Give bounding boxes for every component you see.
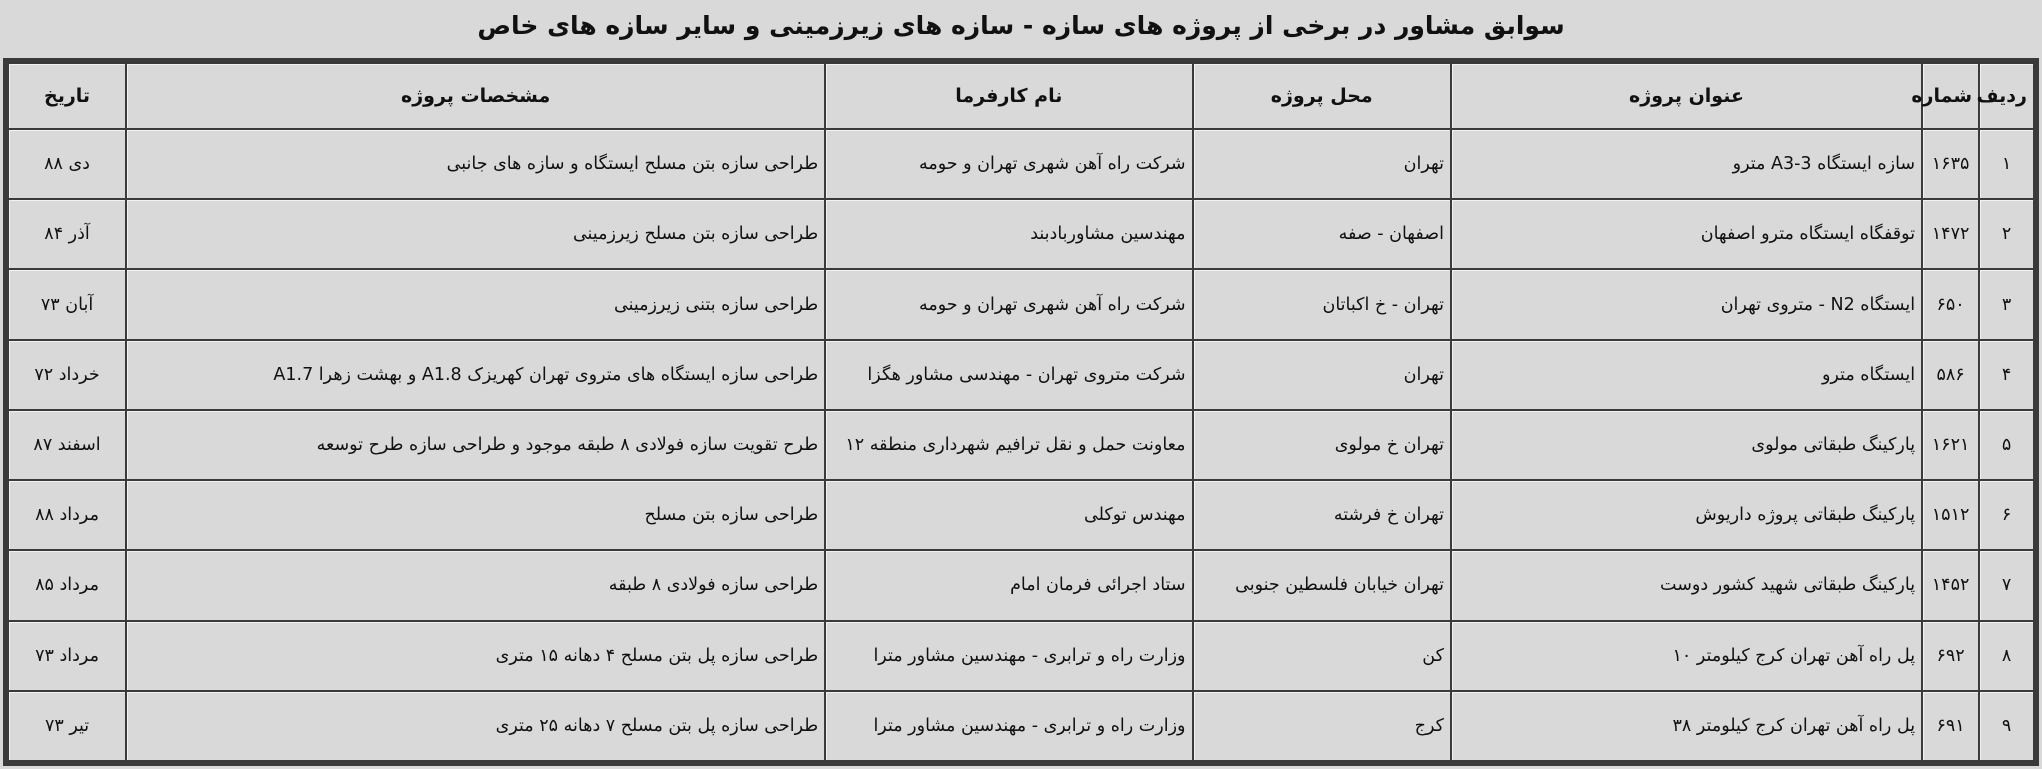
cell-date: آبان ۷۳ xyxy=(8,269,126,339)
cell-specs: طراحی سازه فولادی ۸ طبقه xyxy=(126,550,825,620)
cell-project-title: سازه ایستگاه A3-3 مترو xyxy=(1451,129,1922,199)
cell-employer: وزارت راه و ترابری - مهندسین مشاور مترا xyxy=(825,621,1192,691)
cell-specs: طراحی سازه پل بتن مسلح ۷ دهانه ۲۵ متری xyxy=(126,691,825,761)
cell-location: تهران خیابان فلسطین جنوبی xyxy=(1193,550,1451,620)
cell-location: کن xyxy=(1193,621,1451,691)
cell-employer: مهندس توکلی xyxy=(825,480,1192,550)
cell-number: ۶۵۰ xyxy=(1922,269,1979,339)
cell-row: ۶ xyxy=(1979,480,2034,550)
header-row-number: ردیف xyxy=(1979,63,2034,129)
header-specs: مشخصات پروژه xyxy=(126,63,825,129)
cell-row: ۱ xyxy=(1979,129,2034,199)
cell-project-title: ایستگاه N2 - متروی تهران xyxy=(1451,269,1922,339)
cell-number: ۱۴۷۲ xyxy=(1922,199,1979,269)
cell-project-title: ایستگاه مترو xyxy=(1451,340,1922,410)
cell-project-title: پارکینگ طبقاتی پروژه داریوش xyxy=(1451,480,1922,550)
cell-location: تهران xyxy=(1193,129,1451,199)
table-row xyxy=(8,621,2034,691)
cell-specs: طراحی سازه بتن مسلح xyxy=(126,480,825,550)
cell-location: تهران خ فرشته xyxy=(1193,480,1451,550)
cell-location: تهران xyxy=(1193,340,1451,410)
cell-date: مرداد ۸۵ xyxy=(8,550,126,620)
cell-specs: طراحی سازه بتنی زیرزمینی xyxy=(126,269,825,339)
cell-location: کرج xyxy=(1193,691,1451,761)
cell-specs: طراحی سازه ایستگاه های متروی تهران کهریزک A1.8 و بهشت زهرا A1.7 xyxy=(126,340,825,410)
cell-number: ۱۶۲۱ xyxy=(1922,410,1979,480)
cell-employer: ستاد اجرائی فرمان امام xyxy=(825,550,1192,620)
header-project-title: عنوان پروژه xyxy=(1451,63,1922,129)
cell-row: ۸ xyxy=(1979,621,2034,691)
cell-employer: معاونت حمل و نقل ترافیم شهرداری منطقه ۱۲ xyxy=(825,410,1192,480)
cell-specs: طراحی سازه بتن مسلح ایستگاه و سازه های جانبی xyxy=(126,129,825,199)
cell-specs: طراحی سازه پل بتن مسلح ۴ دهانه ۱۵ متری xyxy=(126,621,825,691)
cell-location: تهران - خ اکباتان xyxy=(1193,269,1451,339)
projects-table xyxy=(7,62,2035,762)
cell-date: اسفند ۸۷ xyxy=(8,410,126,480)
cell-row: ۳ xyxy=(1979,269,2034,339)
cell-project-title: پارکینگ طبقاتی مولوی xyxy=(1451,410,1922,480)
cell-number: ۵۸۶ xyxy=(1922,340,1979,410)
cell-number: ۱۴۵۲ xyxy=(1922,550,1979,620)
table-header-row xyxy=(8,63,2034,129)
cell-employer: شرکت راه آهن شهری تهران و حومه xyxy=(825,269,1192,339)
cell-project-title: پارکینگ طبقاتی شهید کشور دوست xyxy=(1451,550,1922,620)
cell-employer: مهندسین مشاوربادبند xyxy=(825,199,1192,269)
table-row xyxy=(8,129,2034,199)
table-row xyxy=(8,410,2034,480)
cell-location: تهران خ مولوی xyxy=(1193,410,1451,480)
cell-date: آذر ۸۴ xyxy=(8,199,126,269)
table-row xyxy=(8,550,2034,620)
cell-date: تیر ۷۳ xyxy=(8,691,126,761)
header-employer: نام کارفرما xyxy=(825,63,1192,129)
cell-employer: شرکت متروی تهران - مهندسی مشاور هگزا xyxy=(825,340,1192,410)
cell-project-title: توقفگاه ایستگاه مترو اصفهان xyxy=(1451,199,1922,269)
cell-date: خرداد ۷۲ xyxy=(8,340,126,410)
cell-row: ۲ xyxy=(1979,199,2034,269)
table-row xyxy=(8,691,2034,761)
cell-date: مرداد ۷۳ xyxy=(8,621,126,691)
header-date: تاریخ xyxy=(8,63,126,129)
cell-specs: طرح تقویت سازه فولادی ۸ طبقه موجود و طراحی سازه طرح توسعه xyxy=(126,410,825,480)
cell-number: ۱۵۱۲ xyxy=(1922,480,1979,550)
cell-row: ۷ xyxy=(1979,550,2034,620)
cell-number: ۶۹۱ xyxy=(1922,691,1979,761)
cell-project-title: پل راه آهن تهران کرج کیلومتر ۳۸ xyxy=(1451,691,1922,761)
page-title: سوابق مشاور در برخی از پروژه های سازه - سازه های زیرزمینی و سایر سازه های خاص xyxy=(477,11,1565,40)
cell-row: ۵ xyxy=(1979,410,2034,480)
header-project-number: شماره xyxy=(1922,63,1979,129)
cell-number: ۶۹۲ xyxy=(1922,621,1979,691)
table-row xyxy=(8,199,2034,269)
table-row xyxy=(8,269,2034,339)
cell-employer: شرکت راه آهن شهری تهران و حومه xyxy=(825,129,1192,199)
cell-date: دی ۸۸ xyxy=(8,129,126,199)
cell-location: اصفهان - صفه xyxy=(1193,199,1451,269)
cell-employer: وزارت راه و ترابری - مهندسین مشاور مترا xyxy=(825,691,1192,761)
table-row xyxy=(8,340,2034,410)
cell-row: ۴ xyxy=(1979,340,2034,410)
header-location: محل پروژه xyxy=(1193,63,1451,129)
cell-number: ۱۶۳۵ xyxy=(1922,129,1979,199)
table-row xyxy=(8,480,2034,550)
cell-specs: طراحی سازه بتن مسلح زیرزمینی xyxy=(126,199,825,269)
cell-project-title: پل راه آهن تهران کرج کیلومتر ۱۰ xyxy=(1451,621,1922,691)
cell-date: مرداد ۸۸ xyxy=(8,480,126,550)
projects-table-frame xyxy=(3,58,2039,766)
cell-row: ۹ xyxy=(1979,691,2034,761)
